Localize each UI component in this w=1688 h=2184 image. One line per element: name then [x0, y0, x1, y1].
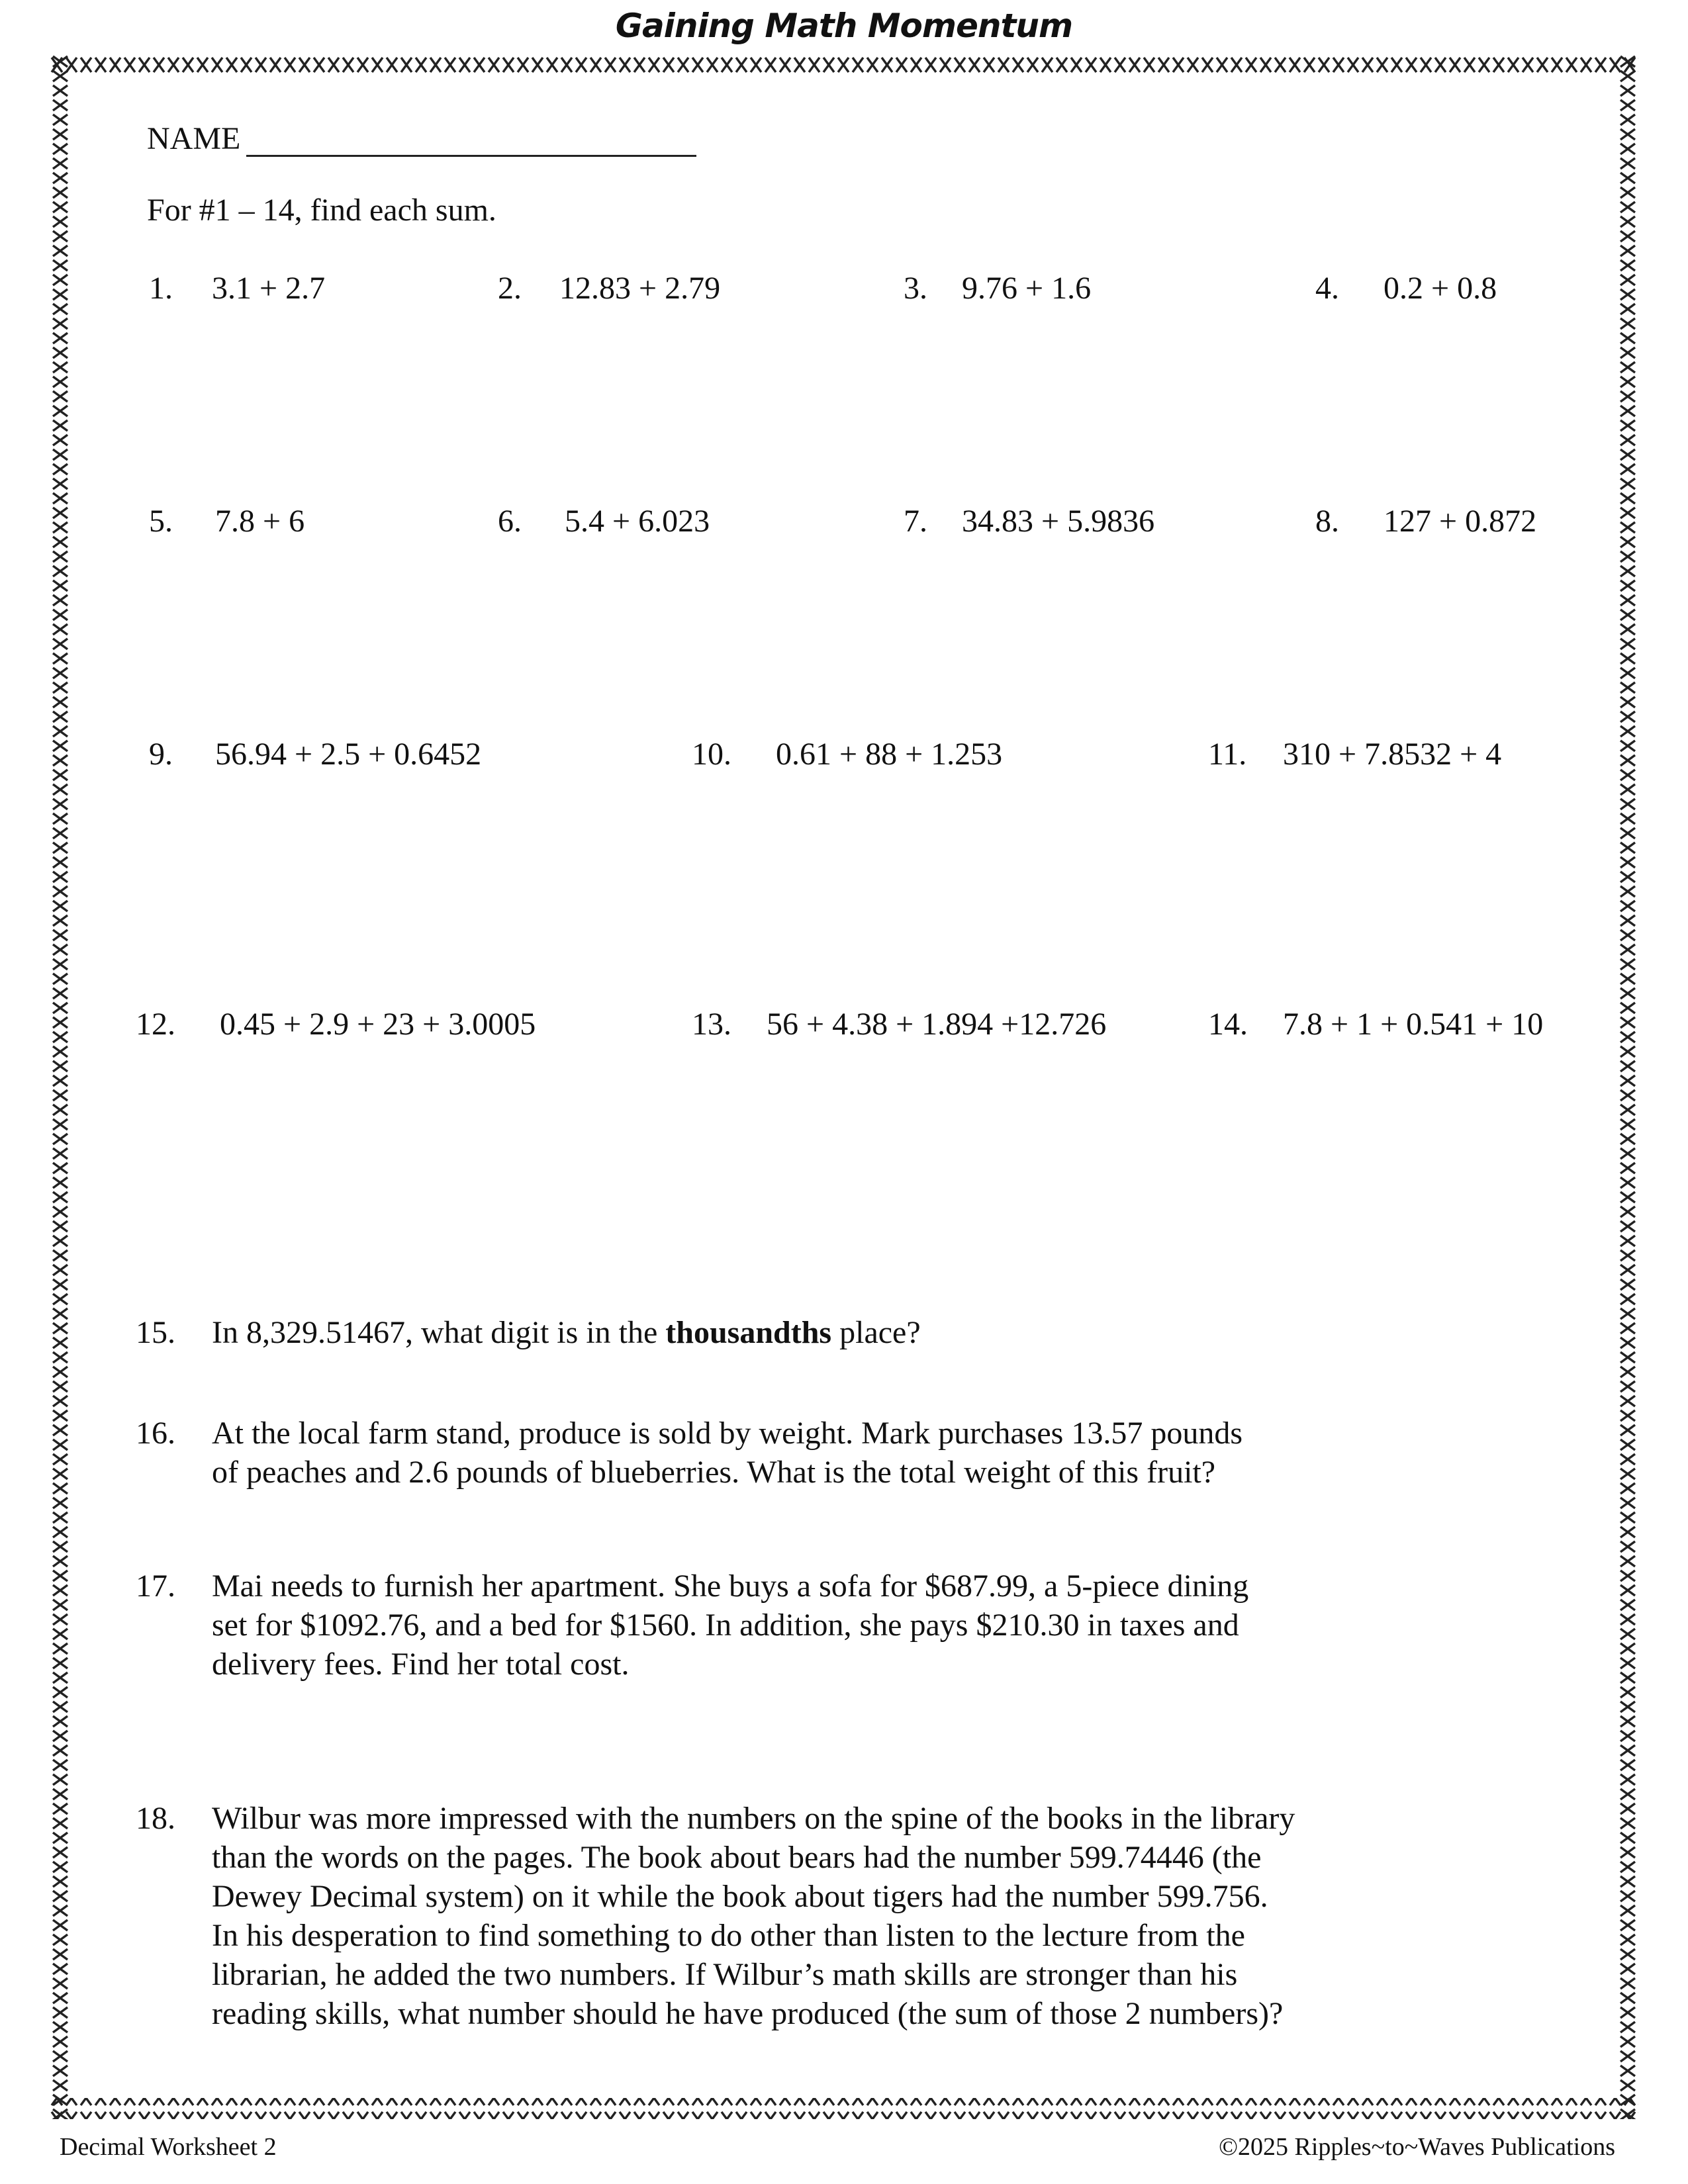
problem-number: 14. — [1208, 1007, 1248, 1042]
problem-expression: 127 + 0.872 — [1383, 504, 1537, 539]
instructions: For #1 – 14, find each sum. — [147, 193, 496, 228]
worksheet-title: Gaining Math Momentum — [615, 7, 1073, 45]
problem-expression: 5.4 + 6.023 — [565, 504, 710, 539]
problem-number: 2. — [498, 271, 522, 306]
problem-expression: 0.45 + 2.9 + 23 + 3.0005 — [220, 1007, 536, 1042]
name-label: NAME — [147, 121, 241, 156]
question-number: 16. — [136, 1416, 175, 1451]
problem-number: 3. — [904, 271, 927, 306]
question-18-text: Wilbur was more impressed with the numbers on the spine of the books in the library than the words on the pages. The book about bears had the number 599.74446 (the Dewey Decimal system) on it while the book about tigers had the number 599.756. In his desperation to find something to do other than listen to the lecture from the librarian, he added the two numbers. If Wilbur’s math skills are stronger than his reading skills, what number should he have produced (the sum of those 2 numbers)? — [212, 1801, 1295, 2031]
problem-expression: 56 + 4.38 + 1.894 +12.726 — [767, 1007, 1107, 1042]
question-16-text: At the local farm stand, produce is sold by weight. Mark purchases 13.57 pounds of peaches and 2.6 pounds of blueberries. What is the total weight of this fruit? — [212, 1416, 1243, 1490]
problem-number: 4. — [1315, 271, 1339, 306]
problem-number: 1. — [149, 271, 173, 306]
problem-number: 6. — [498, 504, 522, 539]
problem-number: 5. — [149, 504, 173, 539]
problem-expression: 310 + 7.8532 + 4 — [1283, 737, 1502, 772]
question-number: 15. — [136, 1315, 175, 1350]
problem-expression: 7.8 + 1 + 0.541 + 10 — [1283, 1007, 1544, 1042]
problem-expression: 7.8 + 6 — [215, 504, 305, 539]
name-blank-line[interactable] — [246, 155, 696, 157]
question-15-text: In 8,329.51467, what digit is in the thousandths place? — [212, 1315, 921, 1350]
problem-expression: 9.76 + 1.6 — [962, 271, 1092, 306]
problem-expression: 56.94 + 2.5 + 0.6452 — [215, 737, 482, 772]
problem-expression: 0.61 + 88 + 1.253 — [776, 737, 1003, 772]
problem-number: 7. — [904, 504, 927, 539]
problem-expression: 3.1 + 2.7 — [212, 271, 326, 306]
question-number: 17. — [136, 1569, 175, 1604]
problem-number: 10. — [692, 737, 731, 772]
problem-expression: 12.83 + 2.79 — [559, 271, 721, 306]
problem-number: 11. — [1208, 737, 1247, 772]
question-17-text: Mai needs to furnish her apartment. She buys a sofa for $687.99, a 5-piece dining set for $1092.76, and a bed for $1560. In addition, she pays $210.30 in taxes and delivery fees. Find her total cost. — [212, 1569, 1249, 1682]
problem-number: 12. — [136, 1007, 175, 1042]
footer-copyright: ©2025 Ripples~to~Waves Publications — [1219, 2133, 1615, 2161]
footer-worksheet-label: Decimal Worksheet 2 — [60, 2133, 277, 2161]
problem-number: 13. — [692, 1007, 731, 1042]
problem-number: 8. — [1315, 504, 1339, 539]
problem-expression: 0.2 + 0.8 — [1383, 271, 1497, 306]
question-number: 18. — [136, 1801, 175, 1836]
problem-expression: 34.83 + 5.9836 — [962, 504, 1155, 539]
problem-number: 9. — [149, 737, 173, 772]
